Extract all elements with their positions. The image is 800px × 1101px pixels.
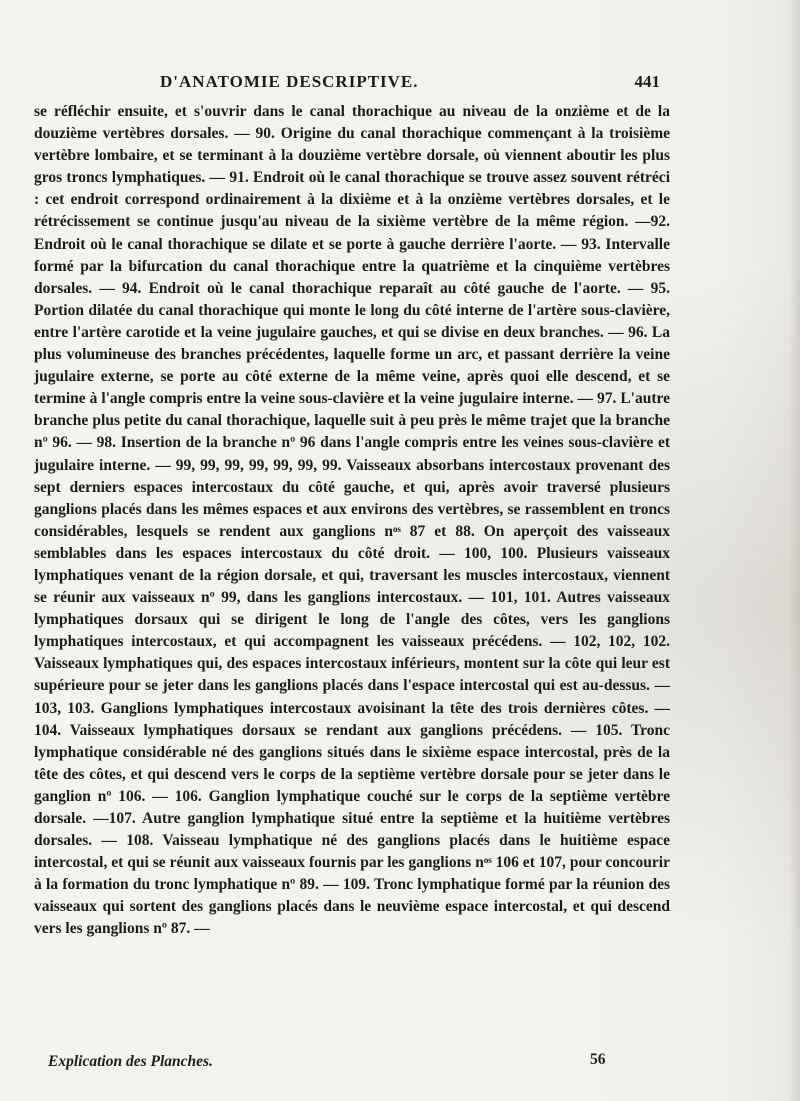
signature-mark: 56 — [590, 1051, 606, 1068]
page-footer — [48, 1053, 668, 1077]
running-head-title: D'ANATOMIE DESCRIPTIVE. — [160, 72, 419, 91]
running-head — [160, 72, 660, 96]
page-edge-shadow — [788, 0, 800, 1101]
footer-title: Explication des Planches. — [48, 1053, 213, 1070]
body-text — [34, 101, 670, 941]
page-number: 441 — [634, 72, 660, 91]
body-paragraph: se réfléchir ensuite, et s'ouvrir dans le canal thorachique au niveau de la onzième et de la douzième vertèbres dorsales. — 90. Origine du canal thorachique commençant à la troisième vertèbre lombaire, et se terminant à la douzième vertèbre dorsale, où viennent aboutir les plus gros troncs lymphatiques. — 91. Endroit où le canal thorachique se trouve assez souvent rétréci : cet endroit correspond ordinairement à la dixième et à la onzième vertèbres dorsales, et le rétrécissement se continue jusqu'au niveau de la sixième vertèbre de la même région. —92. Endroit où le canal thorachique se dilate et se porte à gauche derrière l'aorte. — 93. Intervalle formé par la bifurcation du canal thorachique entre la quatrième et la cinquième vertèbres dorsales. — 94. Endroit où le canal thorachique reparaît au côté gauche de l'aorte. — 95. Portion dilatée du canal thorachique qui monte le long du côté interne de l'artère sous-clavière, entre l'artère carotide et la veine jugulaire gauches, et qui se divise en deux branches. — 96. La plus volumineuse des branches précédentes, laquelle forme un arc, et passant derrière la veine jugulaire externe, se porte au côté externe de la même veine, après quoi elle descend, et se termine à l'angle compris entre la veine sous-clavière et la veine jugulaire interne. — 97. L'autre branche plus petite du canal thorachique, laquelle suit à peu près le même trajet que la branche nº 96. — 98. Insertion de la branche nº 96 dans l'angle compris entre les veines sous-clavière et jugulaire interne. — 99, 99, 99, 99, 99, 99, 99. Vaisseaux absorbans intercostaux provenant des sept derniers espaces intercostaux du côté gauche, et qui, après avoir traversé plusieurs ganglions placés dans les mêmes espaces et aux environs des vertèbres, se rassemblent en troncs considérables, lesquels se rendent aux ganglions nᵒˢ 87 et 88. On aperçoit des vaisseaux semblables dans les espaces intercostaux du côté droit. — 100, 100. Plusieurs vaisseaux lymphatiques venant de la région dorsale, et qui, traversant les muscles intercostaux, viennent se réunir aux vaisseaux nº 99, dans les ganglions intercostaux. — 101, 101. Autres vaisseaux lymphatiques dorsaux qui se dirigent le long de l'angle des côtes, vers les ganglions lymphatiques intercostaux, et qui accompagnent les vaisseaux précédens. — 102, 102, 102. Vaisseaux lymphatiques qui, des espaces intercostaux inférieurs, montent sur la côte qui leur est supérieure pour se jeter dans les ganglions placés dans l'espace intercostal qui est au-dessus. — 103, 103. Ganglions lymphatiques intercostaux avoisinant la tête des trois dernières côtes. — 104. Vaisseaux lymphatiques dorsaux se rendant aux ganglions précédens. — 105. Tronc lymphatique considérable né des ganglions situés dans le sixième espace intercostal, près de la tête des côtes, et qui descend vers le corps de la septième vertèbre dorsale pour se jeter dans le ganglion nº 106. — 106. Ganglion lymphatique couché sur le corps de la septième vertèbre dorsale. —107. Autre ganglion lymphatique situé entre la septième et la huitième vertèbres dorsales. — 108. Vaisseau lymphatique né des ganglions placés dans le huitième espace intercostal, et qui se réunit aux vaisseaux fournis par les ganglions nᵒˢ 106 et 107, pour concourir à la formation du tronc lymphatique nº 89. — 109. Tronc lymphatique formé par la réunion des vaisseaux qui sortent des ganglions placés dans le neuvième espace intercostal, et qui descend vers les ganglions nº 87. — — [34, 103, 670, 938]
